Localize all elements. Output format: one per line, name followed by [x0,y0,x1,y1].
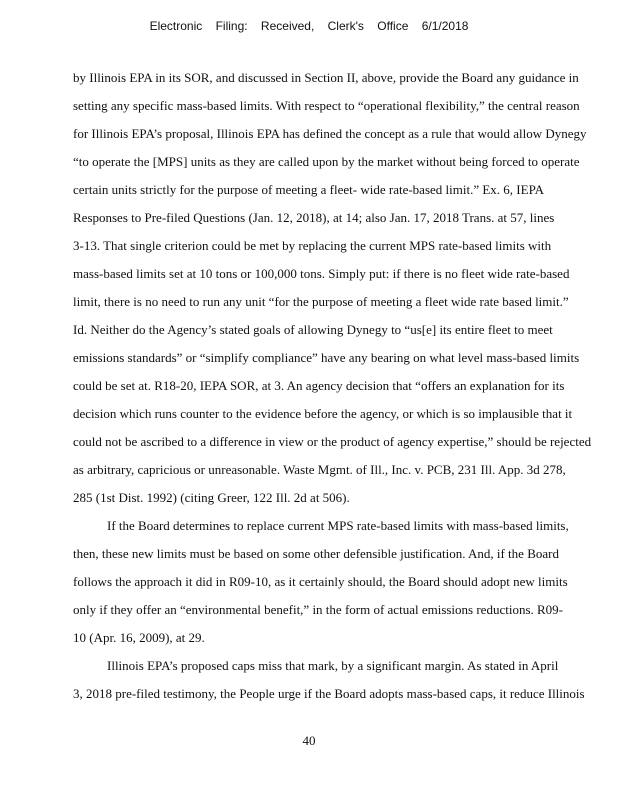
body-line: Id. Neither do the Agency’s stated goals of allowing Dynegy to “us[e] its entire fleet to meet [73,322,553,337]
body-line: decision which runs counter to the evidence before the agency, or which is so implausible that it [73,406,573,421]
body-line: could be set at. R18-20, IEPA SOR, at 3. An agency decision that “offers an explanation for its [73,378,565,393]
body-line: mass-based limits set at 10 tons or 100,000 tons. Simply put: if there is no fleet wide rate-based [73,266,570,281]
body-line: If the Board determines to replace current MPS rate-based limits with mass-based limits, [107,518,569,533]
body-line: “to operate the [MPS] units as they are called upon by the market without being forced to operate [73,154,580,169]
body-line: for Illinois EPA’s proposal, Illinois EPA has defined the concept as a rule that would allow Dynegy [73,126,587,141]
body-line: 3-13. That single criterion could be met by replacing the current MPS rate-based limits with [73,238,552,253]
body-line: could not be ascribed to a difference in view or the product of agency expertise,” should be rejected [73,434,592,449]
filing-header: Electronic Filing: Received, Clerk's Office 6/1/2018 [149,19,469,33]
body-line: Responses to Pre-filed Questions (Jan. 12, 2018), at 14; also Jan. 17, 2018 Trans. at 57, lines [73,210,555,225]
body-line: emissions standards” or “simplify compliance” have any bearing on what level mass-based limits [73,350,580,365]
body-line: as arbitrary, capricious or unreasonable. Waste Mgmt. of Ill., Inc. v. PCB, 231 Ill. App. 3d 278, [73,462,566,477]
page-number: 40 [302,733,316,748]
body-line: 3, 2018 pre-filed testimony, the People urge if the Board adopts mass-based caps, it reduce Illinois [73,686,585,701]
body-line: limit, there is no need to run any unit “for the purpose of meeting a fleet wide rate based limit.” [73,294,569,309]
body-line: by Illinois EPA in its SOR, and discussed in Section II, above, provide the Board any guidance in [73,70,579,85]
body-line: then, these new limits must be based on some other defensible justification. And, if the Board [73,546,559,561]
body-line: only if they offer an “environmental benefit,” in the form of actual emissions reductions. R09- [73,602,564,617]
body-line: setting any specific mass-based limits. With respect to “operational flexibility,” the central reason [73,98,580,113]
body-line: Illinois EPA’s proposed caps miss that mark, by a significant margin. As stated in April [107,658,559,673]
body-line: 285 (1st Dist. 1992) (citing Greer, 122 Ill. 2d at 506). [73,490,350,505]
body-line: 10 (Apr. 16, 2009), at 29. [73,630,205,645]
body-line: certain units strictly for the purpose of meeting a fleet- wide rate-based limit.” Ex. 6, IEPA [73,182,544,197]
body-line: follows the approach it did in R09-10, as it certainly should, the Board should adopt new limits [73,574,568,589]
